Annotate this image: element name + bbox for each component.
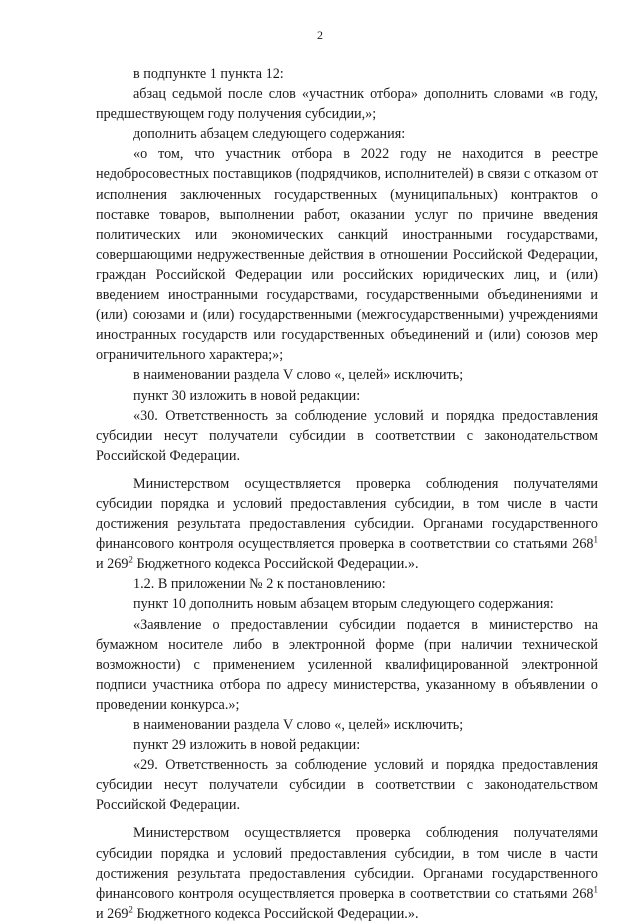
paragraph: в подпункте 1 пункта 12: [133, 66, 284, 82]
paragraph-text: Министерством осуществляется проверка соблюдения получателями субсидии порядка и условий предоставления субсидии, в том числе в части достижения результата предоставления субсидии. Органами государственного финансового контроля осуществляется проверка в соответствии со статьями [96, 475, 598, 553]
paragraph: в наименовании раздела V слово «, целей» исключить; [133, 367, 464, 384]
superscript: 1 [593, 884, 598, 895]
superscript: 2 [128, 904, 133, 915]
paragraph-with-footnotes [96, 823, 598, 923]
article-number: 268 [572, 885, 594, 902]
superscript: 2 [128, 554, 133, 565]
paragraph-text: и 269 [96, 556, 129, 573]
paragraph: дополнить абзацем следующего содержания: [133, 126, 406, 143]
paragraph: в наименовании раздела V слово «, целей» исключить; [133, 717, 464, 733]
paragraph: «30. Ответственность за соблюдение условий и порядка предоставления субсидии несут получатели субсидии в соответствии с законодательством Российской Федерации. [96, 407, 598, 464]
paragraph: «Заявление о предоставлении субсидии подается в министерство на бумажном носителе либо в электронной форме (при наличии технической возможности) с применением усиленной квалифицированной электронной подписи участника отбора по адресу министерства, указанному в объявлении о проведении конкурса.»; [96, 616, 598, 713]
document-body [96, 64, 598, 924]
superscript: 1 [593, 534, 598, 545]
paragraph: пункт 10 дополнить новым абзацем вторым следующего содержания: [133, 596, 554, 613]
paragraph: абзац седьмой после слов «участник отбора» дополнить словами «в году, предшествующем году получения субсидии,»; [96, 86, 598, 123]
paragraph: «о том, что участник отбора в 2022 году не находится в реестре недобросовестных поставщиков (подрядчиков, исполнителей) в связи с отказом от исполнения заключенных государственных (муниципальных) контрактов о поставке товаров, выполнении работ, оказании услуг по причине введения политических или экономических санкций иностранными государствами, совершающими недружественные действия в отношении Российской Федерации, граждан Российской Федерации или российских юридических лиц, и (или) введением иностранными государствами, государственными объединениями и (или) союзами и (или) государственными (межгосударственными) учреждениями иностранных государств или государственных объединений и (или) союзов мер ограничительного характера;»; [96, 146, 598, 364]
paragraph-with-footnotes [96, 474, 598, 574]
paragraph: пункт 29 изложить в новой редакции: [133, 737, 361, 754]
paragraph-text: Бюджетного кодекса Российской Федерации.». [132, 905, 419, 922]
paragraph-text: и 269 [96, 905, 129, 922]
paragraph: пункт 30 изложить в новой редакции: [133, 387, 361, 404]
paragraph-text: Бюджетного кодекса Российской Федерации.». [132, 556, 419, 573]
paragraph-text: Министерством осуществляется проверка соблюдения получателями субсидии порядка и условий предоставления субсидии, в том числе в части достижения результата предоставления субсидии. Органами государственного финансового контроля осуществляется проверка в соответствии со статьями [96, 825, 598, 902]
article-number: 268 [572, 536, 594, 553]
paragraph: 1.2. В приложении № 2 к постановлению: [133, 576, 386, 593]
page-number: 2 [317, 28, 323, 42]
paragraph: «29. Ответственность за соблюдение условий и порядка предоставления субсидии несут получатели субсидии в соответствии с законодательством Российской Федерации. [96, 757, 598, 814]
